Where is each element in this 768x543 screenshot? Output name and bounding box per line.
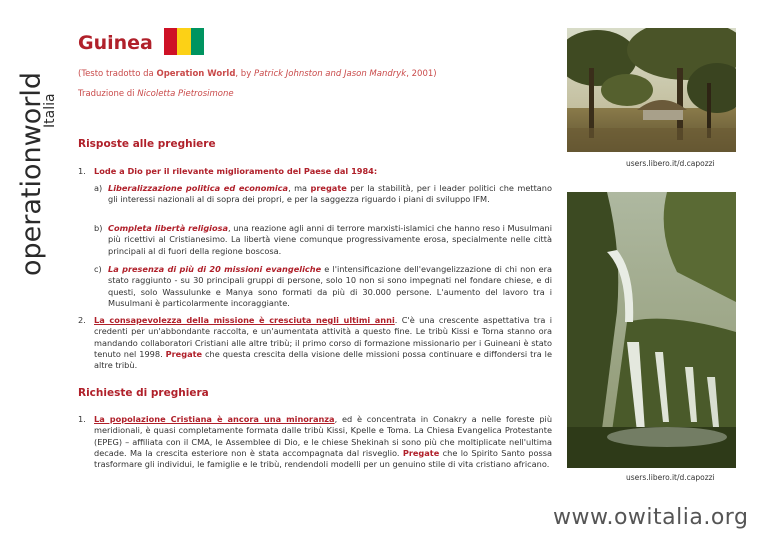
item-number: 1.: [78, 166, 86, 176]
subitem-a-mid: , ma: [288, 183, 311, 193]
guinea-flag: [164, 28, 204, 55]
flag-stripe-yellow: [177, 28, 190, 55]
operation-world-logo: [6, 28, 56, 278]
flag-stripe-green: [191, 28, 204, 55]
item-number: 1.: [78, 414, 86, 424]
item-title-text: Lode a Dio per il rilevante miglioramento del Paese dal 1984:: [94, 166, 378, 176]
pray-keyword: pregate: [310, 183, 347, 193]
photo-caption-top: users.libero.it/d.capozzi: [626, 159, 715, 168]
item-text: . C'è una crescente aspettativa tra i credenti per un'abbondante raccolta, e un'aumentata attività a questo fine. Le tribù Kissi e Torna stanno ora mandando collaboratori Cristiani alle altre tribù; il primo corso di formazione missionario per i Guineani è stato tenuto nel 1998.: [94, 315, 552, 359]
subitem-c-highlight: La presenza di più di 20 missioni evangeliche: [108, 264, 322, 274]
flag-stripe-red: [164, 28, 177, 55]
source-credit: [78, 69, 437, 79]
subitem-label-c: c): [94, 264, 102, 274]
item-christian-minority: [94, 414, 552, 470]
logo-brand-text: operationworld: [16, 72, 47, 276]
item-text-2: che questa crescita della visione delle missioni possa continuare e diffondersi tra le altre tribù.: [94, 348, 552, 371]
subitem-a-highlight: Liberalizzazione politica ed economica: [108, 183, 289, 193]
credit-source: Operation World: [156, 69, 236, 79]
subitem-c: [108, 264, 552, 309]
translator-credit: [78, 89, 234, 99]
subitem-b-highlight: Completa libertà religiosa: [108, 223, 229, 233]
subitem-a-text: per la stabilità, per i leader politici che mettano gli interessi nazionali al di sopra dei propri, e per la saggezza riguardo i piani di sviluppo IFM.: [108, 183, 552, 205]
photo-savanna-trees: [567, 28, 736, 152]
pray-keyword: Pregate: [165, 348, 203, 359]
subitem-c-text: e l'intensificazione dell'evangelizzazione di chi non era stato raggiunto - su 30 principali gruppi di persone, solo 10 non si sono impegnati nel fondare chiese, e di questi, solo Wassulunke e Manya sono formati da più di 30.000 persone. L'aumento del lavoro tra i Musulmani è particolarmente incoraggiante.: [108, 264, 553, 308]
photo-waterfall: [567, 192, 736, 468]
subitem-a: [108, 183, 552, 206]
subitem-label-a: a): [94, 183, 103, 193]
website-url[interactable]: www.owitalia.org: [553, 505, 749, 530]
subitem-b: [108, 223, 552, 257]
subitem-b-text: , una reazione agli anni di terrore marxisti-islamici che hanno reso i Musulmani più ricettivi al Cristianesimo. La libertà viene comunque progressivamente erosa, specialmente nelle città principali al di fuori della regione boscosa.: [108, 223, 552, 256]
credit-mid: , by: [235, 69, 254, 79]
section-heading-requests: Richieste di preghiera: [78, 387, 209, 399]
item-text-2: che lo Spirito Santo possa trasformare gli individui, le famiglie e le tribù, rendendoli modelli per un genuino stile di vita cristiano africano.: [94, 447, 552, 470]
page-title: Guinea: [78, 32, 153, 54]
item-title: [94, 166, 544, 177]
logo-sub-text: Italia: [42, 93, 56, 128]
pray-keyword: Pregate: [402, 447, 440, 458]
photo-caption-bottom: users.libero.it/d.capozzi: [626, 473, 715, 482]
section-heading-answers: Risposte alle preghiere: [78, 138, 216, 150]
translator-name: Nicoletta Pietrosimone: [137, 89, 234, 99]
credit-prefix: (Testo tradotto da: [78, 69, 157, 79]
subitem-label-b: b): [94, 223, 103, 233]
item-highlight: La popolazione Cristiana è ancora una minoranza: [94, 414, 335, 424]
credit-authors: Patrick Johnston and Jason Mandryk: [253, 69, 407, 79]
item-number: 2.: [78, 315, 86, 325]
item-highlight: La consapevolezza della missione è cresciuta negli ultimi anni: [94, 315, 395, 325]
credit-suffix: , 2001): [406, 69, 437, 79]
item-text: , ed è concentrata in Conakry a nelle foreste più meridionali, è quasi completamente formata dalle tribù Kissi, Kpelle e Toma. La Chiesa Evangelica Protestante (EPEG) – affiliata con il CMA, le Assemblee di Dio, e le chiese Shekinah si sono più che moltiplicate nell'ultima decade. Ma la crescita esteriore non è stata accompagnata dal risveglio.: [94, 414, 553, 458]
item-mission-awareness: [94, 315, 552, 371]
translator-prefix: Traduzione di: [78, 89, 138, 99]
